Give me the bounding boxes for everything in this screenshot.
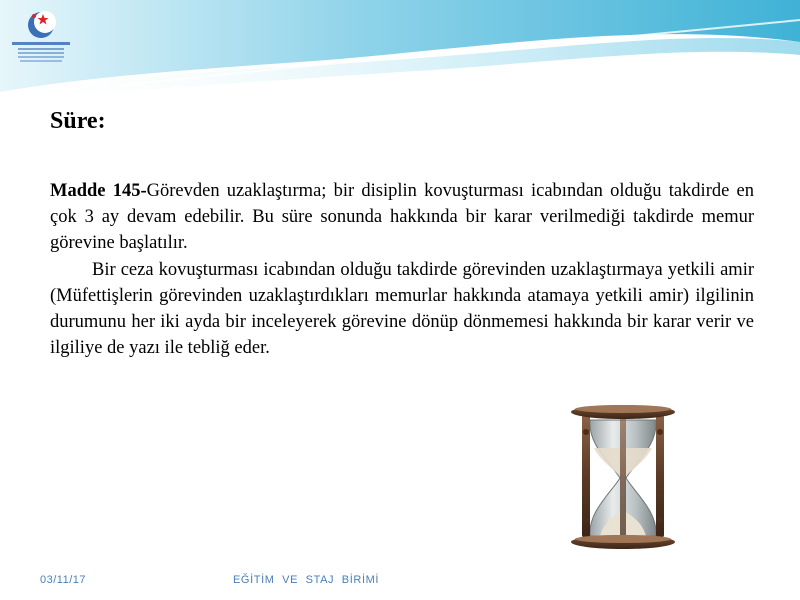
footer-date: 03/11/17 [40, 574, 87, 586]
article-label: Madde 145- [50, 181, 147, 201]
footer-department: EĞİTİM VE STAJ BİRİMİ [233, 574, 380, 586]
paragraph-criminal-prosecution: Bir ceza kovuşturması icabından olduğu takdirde görevinden uzaklaştırmaya yetkili amir (Müfettişlerin görevinden uzaklaştırdıkları memurlar hakkında atamaya yetkili amir) ilgilinin durumunu her iki ayda bir inceleyerek görevine dönüp dönmemesi hakkında bir karar verir ve ilgiliye de yazı ile tebliğ eder. [50, 259, 754, 359]
header-wave-banner [0, 0, 800, 125]
crescent-star-icon [28, 11, 56, 38]
slide-title: Süre: [50, 108, 106, 134]
article-text: Görevden uzaklaştırma; bir disiplin kovuşturması icabından olduğu takdirde en çok 3 ay devam edebilir. Bu süre sonunda hakkında bir karar verilmediği takdirde memur görevine başlatılır. [50, 181, 754, 254]
ministry-logo [8, 6, 74, 66]
hourglass-icon [560, 400, 686, 556]
slide-body [50, 178, 754, 361]
paragraph-article-145 [50, 178, 754, 257]
